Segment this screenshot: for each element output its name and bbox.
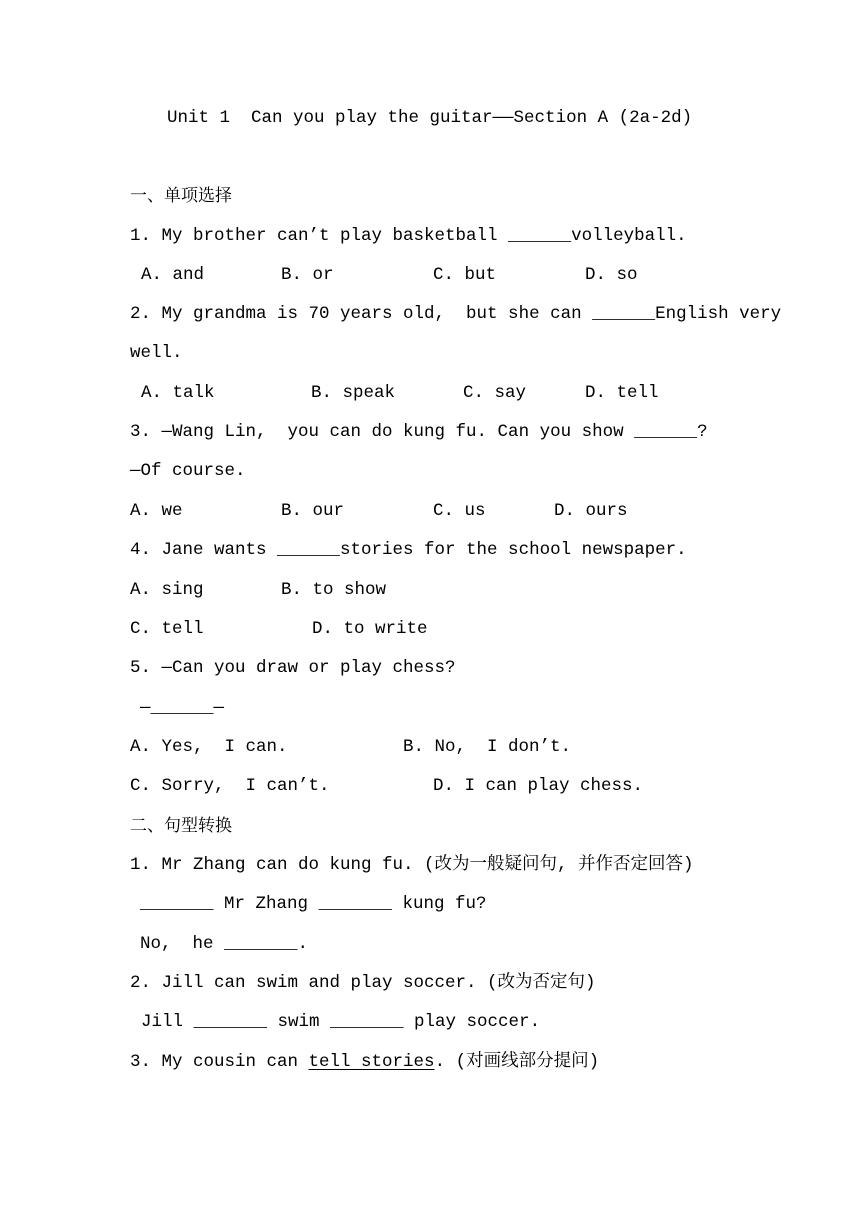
s2-q1-line1: _______ Mr Zhang _______ kung fu?	[140, 894, 487, 914]
q5-stem: 5. —Can you draw or play chess?	[130, 658, 456, 678]
q2-option-a: A. talk	[141, 383, 215, 403]
s2-q3-stem-prefix: 3. My cousin can	[130, 1052, 309, 1072]
worksheet-title: Unit 1 Can you play the guitar——Section A (2a-2d)	[167, 108, 693, 128]
q4-option-c: C. tell	[130, 619, 204, 639]
q1-option-a: A. and	[141, 265, 205, 285]
q4-option-b: B. to show	[281, 580, 387, 600]
q5-option-d: D. I can play chess.	[433, 776, 644, 796]
s2-q2-line1: Jill _______ swim _______ play soccer.	[141, 1012, 541, 1032]
q2-stem-line2: well.	[130, 343, 183, 363]
s2-q1-stem: 1. Mr Zhang can do kung fu. (改为一般疑问句, 并作否定回答)	[130, 855, 694, 875]
q1-stem: 1. My brother can’t play basketball ______volleyball.	[130, 226, 687, 246]
q5-answer-line: —______—	[140, 698, 225, 718]
q1-option-b: B. or	[281, 265, 334, 285]
q3-stem-line2: —Of course.	[130, 461, 246, 481]
q3-option-b: B. our	[281, 501, 345, 521]
q3-option-c: C. us	[433, 501, 486, 521]
q1-option-c: C. but	[433, 265, 497, 285]
s2-q3-underlined-phrase: tell stories	[308, 1052, 435, 1072]
q3-stem-line1: 3. —Wang Lin, you can do kung fu. Can you show ______?	[130, 422, 708, 442]
q2-option-b: B. speak	[311, 383, 396, 403]
q4-stem: 4. Jane wants ______stories for the school newspaper.	[130, 540, 687, 560]
s2-q3-stem	[130, 1052, 599, 1072]
section1-heading: 一、单项选择	[130, 186, 232, 206]
s2-q3-stem-suffix: . (对画线部分提问)	[434, 1052, 600, 1072]
q5-option-b: B. No, I don’t.	[403, 737, 572, 757]
s2-q2-stem: 2. Jill can swim and play soccer. (改为否定句)	[130, 973, 596, 993]
q1-option-d: D. so	[585, 265, 638, 285]
q2-option-d: D. tell	[585, 383, 659, 403]
q3-option-a: A. we	[130, 501, 183, 521]
q5-option-c: C. Sorry, I can’t.	[130, 776, 330, 796]
q2-stem-line1: 2. My grandma is 70 years old, but she can ______English very	[130, 304, 782, 324]
q3-option-d: D. ours	[554, 501, 628, 521]
q4-option-a: A. sing	[130, 580, 204, 600]
q5-option-a: A. Yes, I can.	[130, 737, 288, 757]
s2-q1-line2: No, he _______.	[140, 934, 309, 954]
section2-heading: 二、句型转换	[130, 816, 232, 836]
q2-option-c: C. say	[463, 383, 527, 403]
q4-option-d: D. to write	[312, 619, 428, 639]
